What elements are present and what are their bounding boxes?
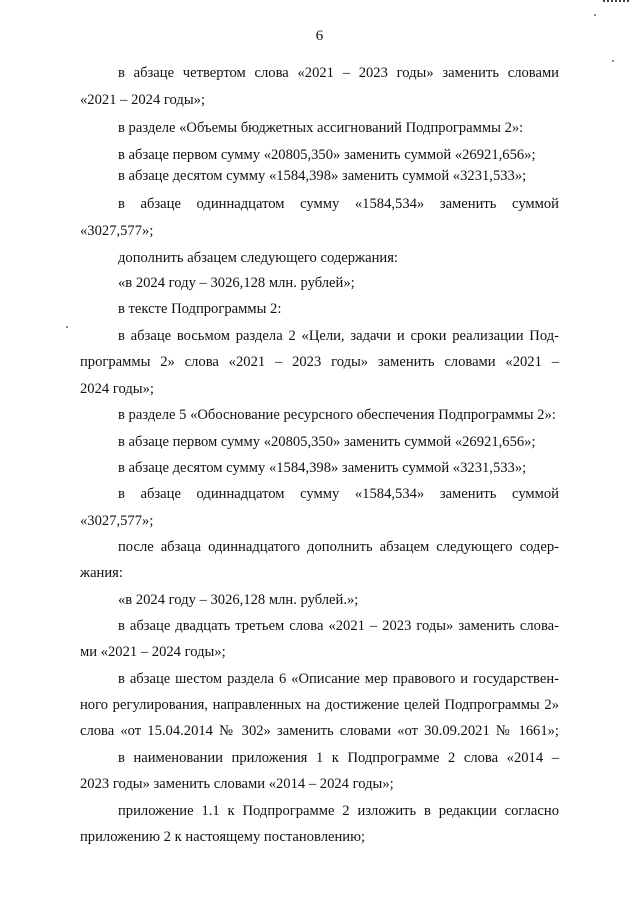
text-line: в разделе «Объемы бюджетных ассигнований Подпрограммы 2»: [118,120,524,136]
text-line: в абзаце первом сумму «20805,350» заменить суммой «26921,656»; [118,434,536,450]
scan-speck [612,60,614,62]
text-line: в абзаце двадцать третьем слова «2021 – 2023 годы» заменить слова- [118,618,559,634]
text-line: в абзаце четвертом слова «2021 – 2023 годы» заменить словами [118,65,559,81]
text-line: в абзаце одиннадцатом сумму «1584,534» заменить суммой [118,486,559,502]
text-line: дополнить абзацем следующего содержания: [118,250,398,266]
text-line: приложению 2 к настоящему постановлению; [80,829,366,845]
text-line: «3027,577»; [80,513,154,529]
text-line: в абзаце одиннадцатом сумму «1584,534» заменить суммой [118,196,559,212]
text-line: в абзаце десятом сумму «1584,398» заменить суммой «3231,533»; [118,460,527,476]
text-line: в разделе 5 «Обоснование ресурсного обеспечения Подпрограммы 2»: [118,407,556,423]
text-line: 2023 годы» заменить словами «2014 – 2024 годы»; [80,776,394,792]
text-line: ного регулирования, направленных на достижение целей Подпрограммы 2» [80,697,559,713]
text-line: после абзаца одиннадцатого дополнить абзацем следующего содер- [118,539,559,555]
text-line: 2024 годы»; [80,381,154,397]
text-line: «в 2024 году – 3026,128 млн. рублей»; [118,275,355,291]
text-line: в абзаце десятом сумму «1584,398» заменить суммой «3231,533»; [118,168,527,184]
page-number: 6 [315,28,324,44]
text-line: в наименовании приложения 1 к Подпрограмме 2 слова «2014 – [118,750,559,766]
text-line: в абзаце восьмом раздела 2 «Цели, задачи и сроки реализации Под- [118,328,559,344]
scan-mark [603,0,629,2]
text-line: в тексте Подпрограммы 2: [118,301,282,317]
text-line: ми «2021 – 2024 годы»; [80,644,226,660]
text-line: приложение 1.1 к Подпрограмме 2 изложить в редакции согласно [118,803,559,819]
text-line: программы 2» слова «2021 – 2023 годы» заменить словами «2021 – [80,354,559,370]
text-line: слова «от 15.04.2014 № 302» заменить словами «от 30.09.2021 № 1661»; [80,723,559,739]
scan-speck [594,14,596,16]
text-line: в абзаце первом сумму «20805,350» заменить суммой «26921,656»; [118,147,536,163]
text-line: в абзаце шестом раздела 6 «Описание мер правового и государствен- [118,671,559,687]
text-line: «3027,577»; [80,223,154,239]
text-line: «2021 – 2024 годы»; [80,92,205,108]
text-line: «в 2024 году – 3026,128 млн. рублей.»; [118,592,359,608]
text-line: жания: [80,565,123,581]
scan-speck [66,326,68,328]
